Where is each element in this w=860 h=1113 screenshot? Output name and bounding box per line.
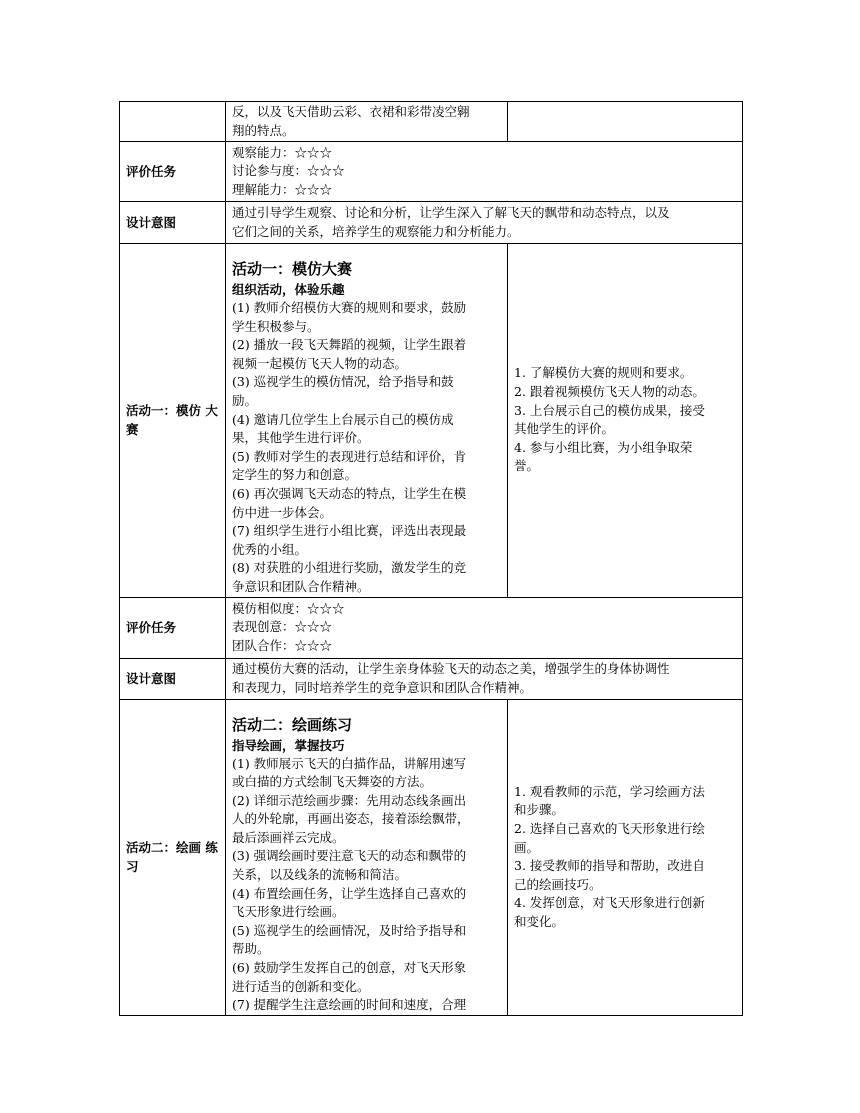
activity-title: 活动一：模仿大赛 [232, 260, 353, 278]
intent-line: 通过模仿大赛的活动，让学生亲身体验飞天的动态之美，增强学生的身体协调性 [232, 660, 670, 676]
step-line: 定学生的努力和创意。 [232, 467, 358, 483]
intent-label-1: 设计意图 [120, 202, 226, 244]
step-line: 誉。 [514, 458, 540, 474]
student-step [514, 857, 736, 894]
step-line: (7) 提醒学生注意绘画的时间和速度，合理 [232, 997, 467, 1013]
continuation-line-2: 翔的特点。 [232, 122, 295, 138]
intent-line: 通过引导学生观察、讨论和分析，让学生深入了解飞天的飘带和动态特点，以及 [232, 204, 670, 220]
eval-item: 团队合作：☆☆☆ [232, 637, 333, 653]
teacher-step [232, 755, 501, 792]
teacher-step [232, 373, 501, 410]
student-step [514, 439, 736, 476]
eval-row-1 [120, 142, 743, 202]
step-line: (8) 对获胜的小组进行奖励，激发学生的竞 [232, 560, 467, 576]
eval-content-1 [226, 142, 743, 202]
step-line: (4) 邀请几位学生上台展示自己的模仿成 [232, 411, 454, 427]
step-line: 3. 上台展示自己的模仿成果，接受 [514, 402, 705, 418]
step-line: 4. 参与小组比赛，为小组争取荣 [514, 439, 693, 455]
step-line: 最后添画祥云完成。 [232, 829, 345, 845]
intent-content-1 [226, 202, 743, 244]
step-line: 人的外轮廓，再画出姿态，接着添绘飘带， [232, 811, 470, 827]
eval-item: 理解能力：☆☆☆ [232, 181, 333, 197]
intent-label-2: 设计意图 [120, 658, 226, 699]
step-line: (6) 鼓励学生发挥自己的创意，对飞天形象 [232, 960, 467, 976]
activity-label-line: 练习 [126, 840, 218, 875]
activity-student-cell-2 [508, 699, 743, 1015]
step-line: 3. 接受教师的指导和帮助，改进自 [514, 858, 705, 874]
activity-row-2 [120, 699, 743, 1015]
step-line: 4. 发挥创意，对飞天形象进行创新 [514, 895, 705, 911]
step-line: 果，其他学生进行评价。 [232, 430, 370, 446]
step-line: 2. 选择自己喜欢的飞天形象进行绘 [514, 820, 705, 836]
student-step [514, 383, 736, 402]
activity-label-line: 大赛 [126, 403, 218, 438]
eval-label-2: 评价任务 [120, 597, 226, 658]
intent-row-2 [120, 658, 743, 699]
continuation-content-cell [226, 102, 508, 142]
activity-teacher-cell-2 [226, 699, 508, 1015]
teacher-step [232, 411, 501, 448]
step-line: 励。 [232, 392, 258, 408]
teacher-step [232, 485, 501, 522]
teacher-step [232, 885, 501, 922]
activity-label-1 [120, 244, 226, 598]
teacher-step [232, 792, 501, 848]
student-step [514, 783, 736, 820]
eval-item: 模仿相似度：☆☆☆ [232, 600, 345, 616]
student-step [514, 820, 736, 857]
intent-line: 它们之间的关系，培养学生的观察能力和分析能力。 [232, 223, 520, 239]
step-line: 1. 观看教师的示范，学习绘画方法 [514, 783, 705, 799]
step-line: (1) 教师展示飞天的白描作品，讲解用速写 [232, 755, 467, 771]
step-line: 或白描的方式绘制飞天舞姿的方法。 [232, 774, 433, 790]
step-line: 其他学生的评价。 [514, 421, 615, 437]
activity-row-1 [120, 244, 743, 598]
step-line: 飞天形象进行绘画。 [232, 904, 345, 920]
activity-label-2 [120, 699, 226, 1015]
lesson-plan-table [119, 101, 743, 1016]
activity-label-line: 活动一：模仿 [126, 403, 202, 419]
activity-subtitle: 组织活动，体验乐趣 [232, 282, 345, 297]
step-line: (3) 强调绘画时要注意飞天的动态和飘带的 [232, 848, 467, 864]
step-line: 学生积极参与。 [232, 318, 320, 334]
step-line: 进行适当的创新和变化。 [232, 978, 370, 994]
activity-subtitle: 指导绘画，掌握技巧 [232, 737, 345, 753]
eval-item: 表现创意：☆☆☆ [232, 619, 333, 635]
step-line: 己的绘画技巧。 [514, 876, 602, 892]
step-line: 和变化。 [514, 913, 565, 929]
student-step [514, 894, 736, 931]
intent-row-1 [120, 202, 743, 244]
activity-title: 活动二：绘画练习 [232, 715, 353, 734]
eval-label-1: 评价任务 [120, 142, 226, 202]
eval-item: 讨论参与度：☆☆☆ [232, 163, 345, 179]
teacher-step [232, 522, 501, 559]
step-line: 视频一起模仿飞天人物的动态。 [232, 355, 408, 371]
eval-content-2 [226, 597, 743, 658]
teacher-step [232, 959, 501, 996]
step-line: 争意识和团队合作精神。 [232, 578, 370, 594]
step-line: (4) 布置绘画任务，让学生选择自己喜欢的 [232, 885, 467, 901]
eval-row-2 [120, 597, 743, 658]
step-line: (2) 详细示范绘画步骤：先用动态线条画出 [232, 792, 467, 808]
step-line: (1) 教师介绍模仿大赛的规则和要求，鼓励 [232, 300, 467, 315]
intent-line: 和表现力，同时培养学生的竞争意识和团队合作精神。 [232, 679, 533, 695]
step-line: 关系，以及线条的流畅和简洁。 [232, 867, 408, 883]
step-line: 优秀的小组。 [232, 541, 308, 557]
step-line: 2. 跟着视频模仿飞天人物的动态。 [514, 384, 705, 400]
teacher-step [232, 336, 501, 373]
activity-student-cell-1 [508, 244, 743, 598]
step-line: (5) 教师对学生的表现进行总结和评价，肯 [232, 448, 467, 464]
teacher-step [232, 448, 501, 485]
continuation-student-cell [508, 102, 743, 142]
teacher-step [232, 996, 501, 1015]
step-line: 仿中进一步体会。 [232, 504, 333, 520]
activity-label-line: 活动二：绘画 [126, 840, 202, 856]
step-line: (3) 巡视学生的模仿情况，给予指导和鼓 [232, 374, 454, 390]
teacher-step [232, 559, 501, 596]
step-line: (7) 组织学生进行小组比赛，评选出表现最 [232, 523, 467, 539]
activity-teacher-cell-1 [226, 244, 508, 598]
eval-item: 观察能力：☆☆☆ [232, 144, 333, 160]
teacher-step [232, 299, 501, 336]
step-line: 画。 [514, 839, 540, 855]
student-step [514, 402, 736, 439]
step-line: 1. 了解模仿大赛的规则和要求。 [514, 365, 693, 381]
step-line: (6) 再次强调飞天动态的特点，让学生在模 [232, 485, 467, 501]
intent-content-2 [226, 658, 743, 699]
student-step [514, 364, 736, 383]
continuation-line-1: 反，以及飞天借助云彩、衣裙和彩带凌空翱 [232, 103, 470, 119]
continuation-label-cell [120, 102, 226, 142]
step-line: 帮助。 [232, 941, 270, 957]
step-line: (5) 巡视学生的绘画情况，及时给予指导和 [232, 922, 467, 938]
teacher-step [232, 922, 501, 959]
continuation-row [120, 102, 743, 142]
teacher-step [232, 847, 501, 884]
step-line: (2) 播放一段飞天舞蹈的视频，让学生跟着 [232, 337, 467, 353]
step-line: 和步骤。 [514, 802, 565, 818]
